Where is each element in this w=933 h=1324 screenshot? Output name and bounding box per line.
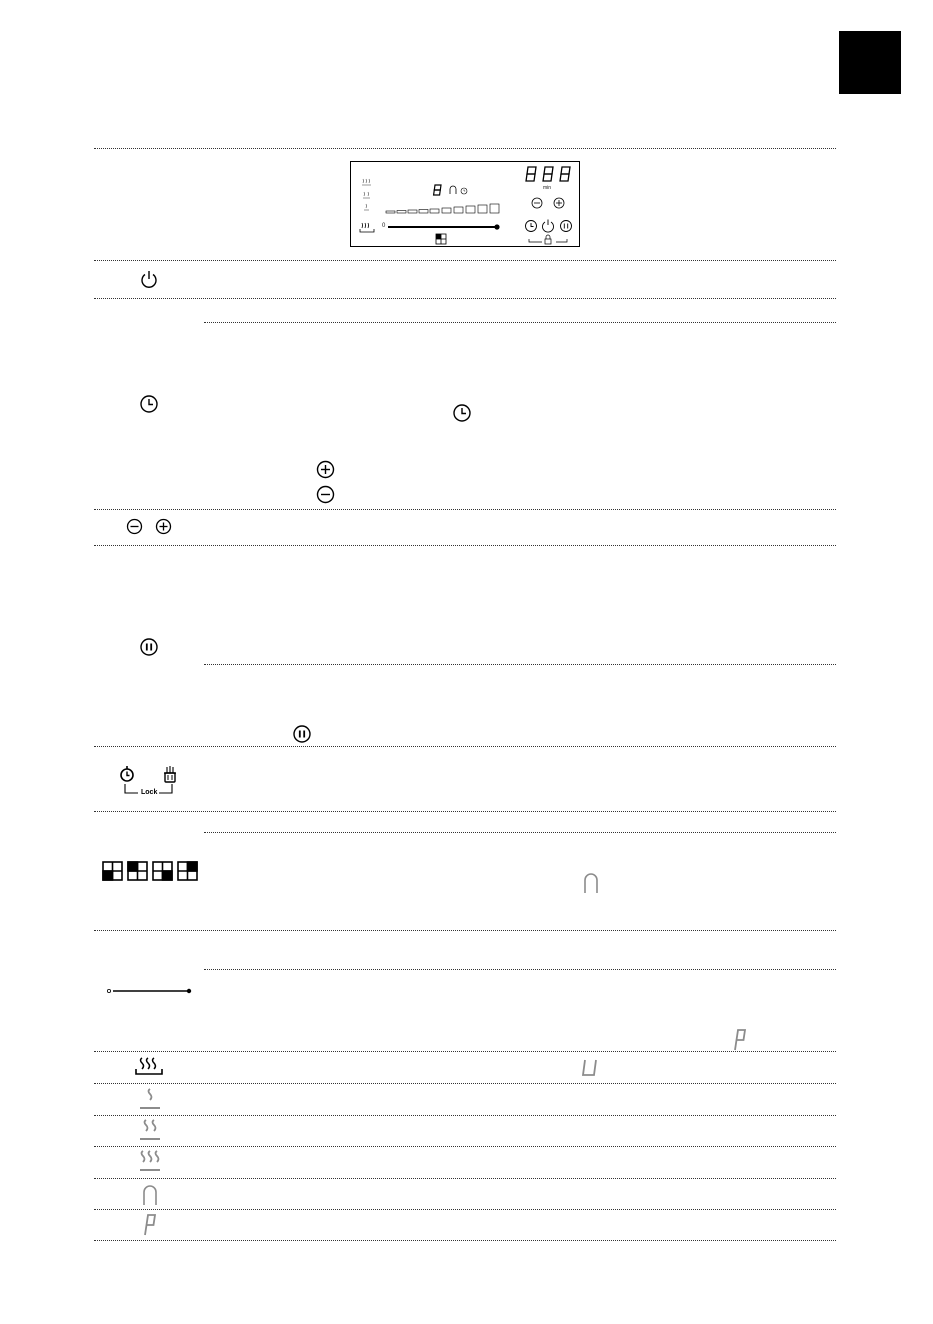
plus-icon	[316, 460, 335, 479]
divider	[94, 1209, 836, 1210]
divider	[94, 509, 836, 510]
heat-zone-icon	[102, 861, 198, 881]
divider	[94, 1051, 836, 1052]
panel-zero-label: 0	[382, 223, 386, 229]
timer-icon	[452, 403, 472, 423]
keep-warm-icon	[134, 1057, 164, 1077]
lock-label: Lock	[141, 789, 158, 796]
divider	[94, 1178, 836, 1179]
minus-icon	[316, 485, 335, 504]
divider	[94, 298, 836, 299]
residual-heat-high-icon	[138, 1151, 162, 1173]
pause-icon	[139, 637, 159, 657]
divider	[94, 811, 836, 812]
divider	[94, 148, 836, 149]
power-boost-icon	[142, 1184, 158, 1206]
divider	[94, 545, 836, 546]
divider	[94, 1240, 836, 1241]
pause-icon	[292, 724, 312, 744]
divider	[204, 832, 836, 833]
divider	[94, 1115, 836, 1116]
keep-warm-display-icon	[581, 1059, 599, 1077]
slider-icon	[106, 987, 192, 995]
pan-detection-icon	[731, 1029, 747, 1051]
divider	[204, 322, 836, 323]
language-tab	[839, 31, 901, 94]
child-lock-icon	[114, 764, 184, 798]
panel-minutes-label: min	[543, 185, 552, 191]
pan-detection-icon	[141, 1214, 157, 1236]
control-panel-diagram	[350, 161, 580, 247]
divider	[204, 664, 836, 665]
timer-icon	[139, 394, 159, 414]
power-boost-icon	[583, 872, 599, 894]
residual-heat-low-icon	[138, 1089, 162, 1111]
divider	[94, 746, 836, 747]
plus-icon	[155, 518, 172, 535]
divider	[94, 1083, 836, 1084]
divider	[94, 930, 836, 931]
divider	[204, 969, 836, 970]
residual-heat-medium-icon	[138, 1120, 162, 1142]
minus-icon	[126, 518, 143, 535]
power-icon	[140, 269, 158, 289]
divider	[94, 260, 836, 261]
divider	[94, 1146, 836, 1147]
